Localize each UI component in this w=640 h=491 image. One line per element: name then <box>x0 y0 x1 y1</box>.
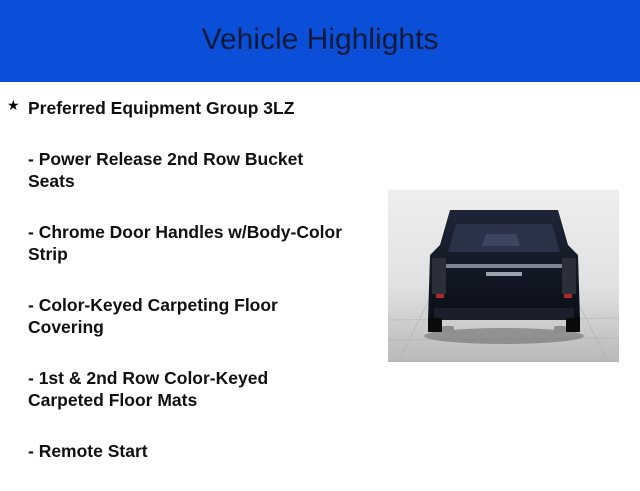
vehicle-rear-photo-icon <box>388 190 619 362</box>
highlight-item: - Remote Start <box>28 441 148 461</box>
vehicle-photo <box>388 190 619 362</box>
star-icon: ★ <box>7 97 20 113</box>
highlight-item: - Power Release 2nd Row Bucket Seats <box>28 149 304 191</box>
highlight-item: - 1st & 2nd Row Color-Keyed Carpeted Floor Mats <box>28 368 269 410</box>
highlight-item: - Color-Keyed Carpeting Floor Covering <box>28 295 278 337</box>
highlights-list <box>28 97 348 491</box>
header-banner <box>0 0 640 82</box>
page-title: Vehicle Highlights <box>201 23 439 56</box>
highlight-item: - Chrome Door Handles w/Body-Color Strip <box>28 222 343 264</box>
highlight-item: Preferred Equipment Group 3LZ <box>28 98 295 118</box>
